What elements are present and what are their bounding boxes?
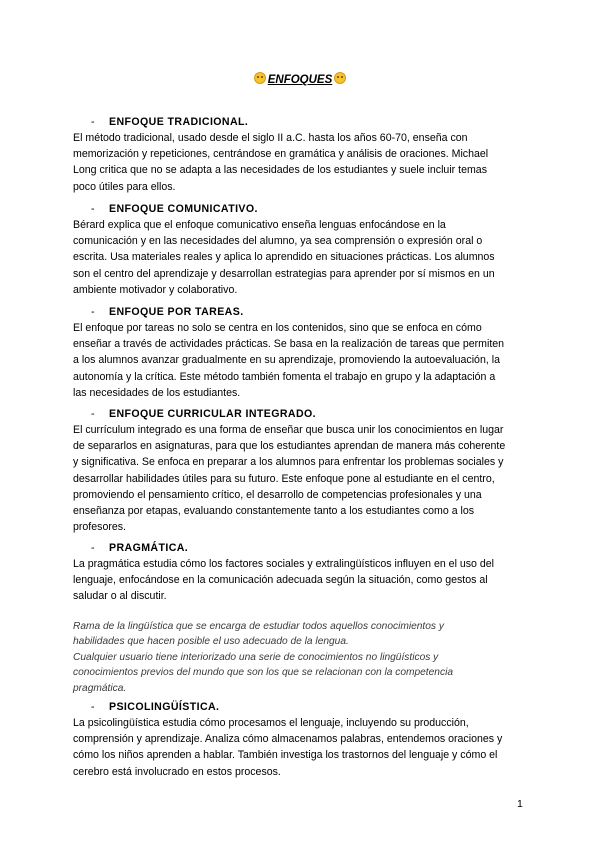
text-line: autonomía y la crítica. Este método también fomenta el trabajo en grupo y la adaptación a [73,370,496,383]
text-line: memorización y repeticiones, centrándose en gramática y análisis de oraciones. Michael [73,148,489,161]
text-line: ENFOQUE TRADICIONAL. [109,116,249,128]
section-paragraph [73,422,533,535]
definition-quote [73,619,533,697]
text-line: comprensión y aprendizaje. Analiza cómo almacenamos palabras, entendemos oraciones y [73,733,503,746]
section-paragraph [73,217,533,298]
text-line: saludar o al discutir. [73,590,167,603]
bullet-dash-icon: - [91,542,95,554]
smiley-emoji-icon [334,72,346,84]
text-line: poco útiles para ellos. [73,180,176,193]
text-line: La pragmática estudia cómo los factores sociales y extralingüísticos influyen en el uso del [73,558,495,570]
text-line: ENFOQUE CURRICULAR INTEGRADO. [109,408,316,420]
text-line: Rama de la lingüística que se encarga de estudiar todos aquellos conocimientos y [73,620,444,632]
section-heading [91,305,533,319]
section-enfoque-curricular-integrado [73,407,533,535]
text-line: comunicación y en las necesidades del alumno, ya sea comprensión o expresión oral o [73,235,483,248]
section-paragraph [73,556,533,605]
text-line: ENFOQUE COMUNICATIVO. [109,203,258,215]
section-psicolinguistica [73,700,533,780]
text-line: El currículum integrado es una forma de enseñar que busca unir los conocimientos en lugar [73,424,504,436]
text-line: PRAGMÁTICA. [109,542,189,554]
text-line: las necesidades de los estudiantes. [73,386,241,399]
text-line: conocimientos previos del mundo que son los que se relacionan con la competencia [73,667,453,679]
text-line: Cualquier usuario tiene interiorizado una serie de conocimientos no lingüísticos y [73,651,439,663]
text-line: escrita. Usa materiales reales y aplica lo aprendido en situaciones prácticas. Los alumnos [73,251,495,264]
text-line: y significativa. Se enfoca en preparar a los alumnos para enfrentar los problemas sociales y [73,456,504,469]
text-line: enseñar a través de actividades prácticas. Se basa en la realización de tareas que permiten [73,338,505,351]
section-enfoque-tradicional [73,115,533,195]
text-line: cómo los niños aprenden a hablar. También investiga los trastornos del lenguaje y cómo el [73,749,498,762]
bullet-dash-icon: - [91,306,95,318]
text-line: cerebro está involucrado en estos procesos. [73,765,281,778]
page-number: 1 [517,798,523,810]
text-line: enseñanza por etapas, evaluando constantemente tanto a los estudiantes como a los [73,505,475,518]
text-line: a los alumnos avanzar gradualmente en su aprendizaje, promoviendo la autoevaluación, la [73,354,500,367]
text-line: Bérard explica que el enfoque comunicativo enseña lenguas enfocándose en la [73,219,446,231]
section-paragraph [73,130,533,195]
text-line: El método tradicional, usado desde el siglo II a.C. hasta los años 60-70, enseña con [73,132,468,144]
text-line: La psicolingüística estudia cómo procesamos el lenguaje, incluyendo su producción, [73,717,469,729]
text-line: lenguaje, enfocándose en la comunicación adecuada según la situación, como gestos al [73,574,488,587]
bullet-dash-icon: - [91,116,95,128]
text-line: profesores. [73,521,126,534]
text-line: promoviendo el pensamiento crítico, el desarrollo de competencias profesionales y una [73,488,482,501]
section-enfoque-comunicativo [73,202,533,298]
text-line: desarrollar habilidades útiles para su futuro. Este enfoque pone al estudiante en el centro, [73,472,495,485]
smiley-emoji-icon [254,72,266,84]
bullet-dash-icon: - [91,701,95,713]
section-heading [91,541,533,555]
text-line: El enfoque por tareas no solo se centra en los contenidos, sino que se enfoca en cómo [73,322,482,334]
text-line: PSICOLINGÜÍSTICA. [109,701,220,713]
section-paragraph [73,320,533,401]
section-paragraph [73,715,533,780]
section-pragmatica [73,541,533,696]
text-line: pragmática. [73,682,127,694]
text-line: Long critica que no se adapta a las necesidades de los estudiantes y suele incluir temas [73,164,487,177]
text-line: son el centro del aprendizaje y desarrollan estrategias para aprender por sí mismos en un [73,267,495,280]
section-enfoque-por-tareas [73,305,533,401]
section-heading [91,202,533,216]
document-title-text: ENFOQUES [267,74,333,86]
text-line: ambiente motivador y colaborativo. [73,283,238,296]
document-title [0,72,600,86]
bullet-dash-icon: - [91,203,95,215]
section-heading [91,700,533,714]
section-heading [91,115,533,129]
text-line: de separarlos en asignaturas, para que los estudiantes aprendan de manera más coherente [73,440,506,453]
bullet-dash-icon: - [91,408,95,420]
text-line: ENFOQUE POR TAREAS. [109,306,244,318]
text-line: habilidades que hacen posible el uso adecuado de la lengua. [73,636,349,648]
section-heading [91,407,533,421]
